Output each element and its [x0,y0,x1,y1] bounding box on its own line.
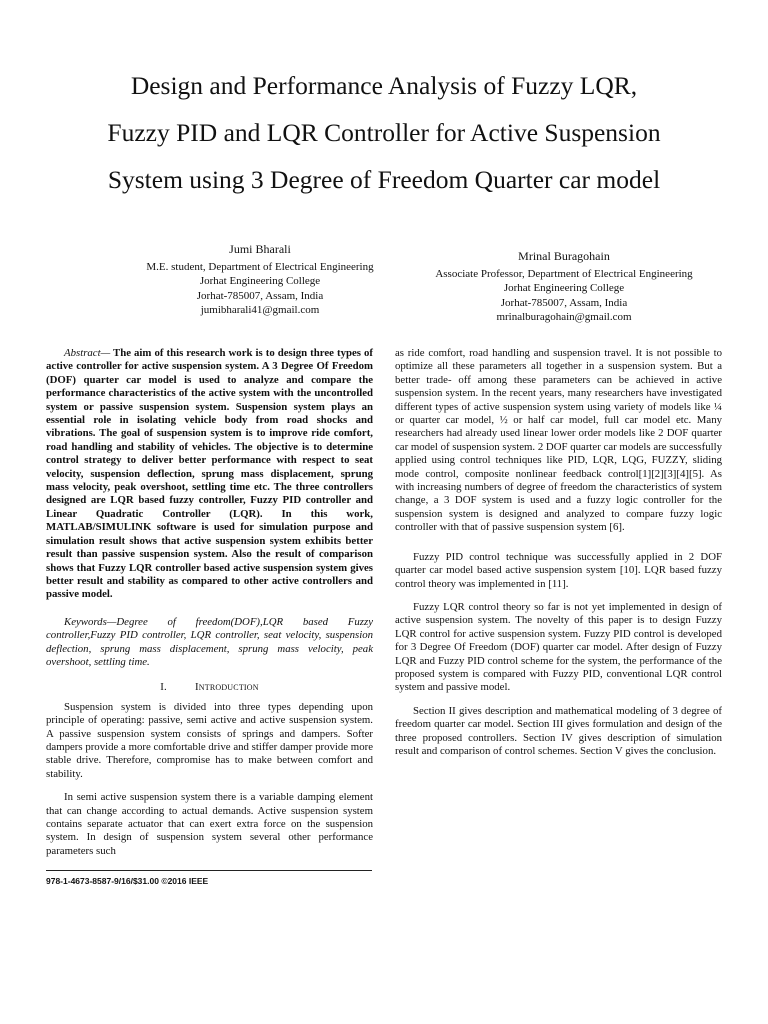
author-name: Mrinal Buragohain [518,249,610,263]
left-column [46,347,373,858]
paragraph: Section II gives description and mathematical modeling of 3 degree of freedom quarter car model. Section III gives formulation and design of the three proposed controllers. Section IV gives description of simulation result and comparison of control schemes. Section V gives the conclusion. [395,704,722,757]
author-block-1 [90,242,430,318]
abstract-lead: Abstract— [64,347,111,359]
keywords: Keywords—Degree of freedom(DOF),LQR based Fuzzy controller,Fuzzy PID controller, LQR controller, seat velocity, suspension deflection, sprung mass displacement, sprung mass velocity, peak overshoot, settling time. [46,615,373,668]
copyright-footer: 978-1-4673-8587-9/16/$31.00 ©2016 IEEE [46,876,209,886]
author-name: Jumi Bharali [229,242,291,256]
right-column [395,347,722,758]
abstract-text: The aim of this research work is to design three types of active controller for active suspension system. A 3 Degree Of Freedom (DOF) quarter car model is used to analyze and compare the performance characteristics of the active system with the uncontrolled system or passive suspension system. Suspension system plays an essential role in isolating vehicle body from road shocks and vibrations. The goal of suspension system is to improve ride comfort, road handling and stability of vehicles. The objective is to determine control strategy to deliver better performance with respect to seat velocity, suspension deflection, sprung mass displacement, sprung mass velocity, peak overshoot, settling time etc. The three controllers designed are LQR based fuzzy controller, Fuzzy PID controller and Linear Quadratic Controller (LQR). In this work, MATLAB/SIMULINK software is used for simulation purpose and simulation result shows that active suspension system exhibits better result than passive suspension system. Also the result of comparison shows that Fuzzy LQR controller based active suspension system gives better result and stability as compared to other active controllers and passive model. [46,347,373,601]
author-college: Jorhat Engineering College [199,275,321,287]
abstract [46,347,373,602]
paragraph: Fuzzy LQR control theory so far is not yet implemented in design of active suspension system. The novelty of this paper is to design Fuzzy LQR control for active suspension system. Fuzzy PID control is developed for 3 Degree Of Freedom (DOF) quarter car model. After design of Fuzzy LQR and Fuzzy PID control scheme for the system, the performance of the proposed system is compared with Fuzzy PID, conventional LQR control system and passive model. [395,600,722,694]
author-position: M.E. student, Department of Electrical Engineering [146,260,374,273]
author-location: Jorhat-785007, Assam, India [500,296,628,309]
paragraph: In semi active suspension system there is a variable damping element that can change according to actual demands. Active suspension system contains separate actuator that can exert extra force on the suspension system. In design of suspension system several other performance parameters such [46,791,373,857]
paper-title [20,62,748,203]
section-number: I. [160,681,167,694]
author-email: mrinalburagohain@gmail.com [496,311,632,323]
author-college: Jorhat Engineering College [503,282,625,294]
title-line-3: System using 3 Degree of Freedom Quarter car model [107,165,661,194]
author-email: jumibharali41@gmail.com [200,304,320,316]
paragraph: as ride comfort, road handling and suspension travel. It is not possible to optimize all these parameters all together in a suspension system. But a better trade- off among these parameters can be achieved in active suspension system. In the recent years, many researchers have investigated different types of active suspension system using variety of models like ¼ or quarter car model, ½ or half car model, full car model etc. Many researchers had already used linear lower order models like 2 DOF quarter car model of suspension system. 2 DOF quarter car models are successfully applied using control techniques like PID, LQR, LQG, FUZZY, sliding mode control, composite nonlinear feedback control[1][2][3][4][5]. As with increasing numbers of degree of freedom the characteristics of system change, a 3 DOF system is used and a fuzzy logic controller for the suspension system is designed and analyzed to compare fuzzy logic controller with that of passive suspension system [6]. [395,347,722,534]
author-position: Associate Professor, Department of Electrical Engineering [435,267,693,280]
paragraph: Suspension system is divided into three types depending upon principle of operating: passive, semi active and active suspension system. A passive suspension system consists of springs and dampers. Softer dampers provide a more comfortable drive and stiffer damper provide more stable drive. Therefore, compromise has to make between comfort and stability. [46,700,373,780]
author-location: Jorhat-785007, Assam, India [196,289,324,302]
author-block-2 [394,249,734,325]
title-line-1: Design and Performance Analysis of Fuzzy LQR, [130,71,638,100]
footer-divider [46,870,372,871]
section-title: Introduction [194,681,259,694]
paragraph: Fuzzy PID control technique was successfully applied in 2 DOF quarter car model based active suspension system [10]. LQR based fuzzy control theory was implemented in [11]. [395,550,722,590]
title-line-2: Fuzzy PID and LQR Controller for Active Suspension [107,118,661,147]
section-heading-introduction [46,681,373,694]
